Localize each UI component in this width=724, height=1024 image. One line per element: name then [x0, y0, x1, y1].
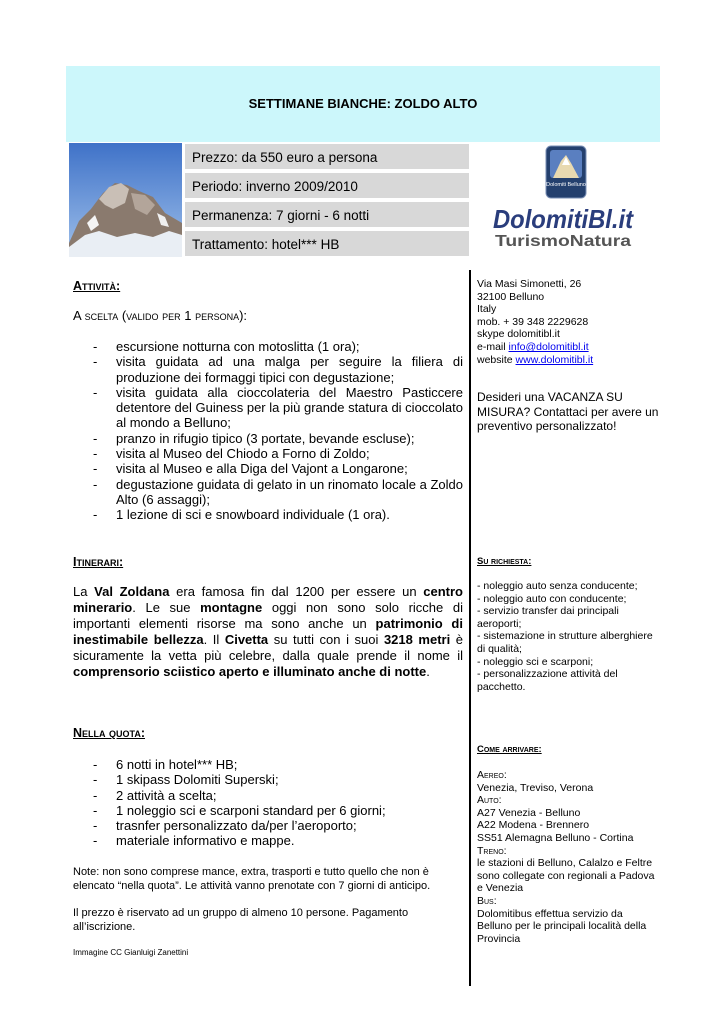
contact-mobile: mob. + 39 348 2229628: [477, 315, 589, 328]
list-item: - personalizzazione attività del pacchetto.: [477, 668, 618, 693]
aereo-label: Aereo:: [477, 769, 507, 781]
attivita-heading: Attività:: [73, 279, 121, 293]
come-arrivare-heading: Come arrivare:: [477, 744, 542, 755]
bus-text: Dolomitibus effettua servizio da Belluno per le principali località della Provincia: [477, 907, 647, 945]
list-item: - trasnfer personalizzato da/per l’aeroporto;: [73, 818, 463, 833]
auto-label: Auto:: [477, 794, 502, 807]
highlight-text: Civetta: [224, 632, 269, 647]
list-item: - visita guidata ad una malga per seguire la filiera di produzione dei formaggi tipici con degustazione;: [73, 354, 463, 385]
text-run: La: [73, 584, 95, 599]
image-credit: Immagine CC Gianluigi Zanettini: [73, 948, 189, 957]
list-item: - 1 skipass Dolomiti Superski;: [73, 772, 463, 787]
website-label: website: [477, 353, 516, 366]
text-run: è sicuramente la vetta più celebre, dalla quale prende il nome il: [73, 632, 464, 663]
list-item: - servizio transfer dai principali aeroporti;: [477, 605, 619, 630]
treno-text: le stazioni di Belluno, Calalzo e Feltre sono collegate con regionali a Padova e Venezia: [477, 857, 655, 895]
treno-label: Treno:: [477, 844, 507, 857]
contact-block: [477, 278, 677, 366]
highlight-text: Val Zoldana: [94, 584, 170, 599]
contact-city: 32100 Belluno: [477, 290, 545, 303]
list-item: - escursione notturna con motoslitta (1 ora);: [73, 339, 463, 354]
bus-label: Bus:: [477, 894, 497, 907]
list-item: - 6 notti in hotel*** HB;: [73, 757, 463, 772]
note-text: Note: non sono comprese mance, extra, trasporti e tutto quello che non è elencato “nella quota”. Le attività vanno prenotate con 7 giorni di anticipo.: [73, 866, 431, 892]
text-run: era famosa fin dal 1200 per essere un: [169, 584, 424, 599]
price-note-text: Il prezzo è riservato ad un gruppo di almeno 10 persone. Pagamento all’iscrizione.: [73, 907, 409, 933]
info-row-period: Periodo: inverno 2009/2010: [185, 173, 469, 200]
contact-address: Via Masi Simonetti, 26: [477, 278, 582, 290]
email-label: e-mail: [477, 340, 509, 353]
contact-email-line: [477, 341, 677, 354]
come-arrivare-block: [477, 769, 657, 945]
highlight-text: 3218 metri: [383, 632, 451, 647]
info-row-price: Prezzo: da 550 euro a persona: [185, 144, 469, 171]
list-item: - materiale informativo e mappe.: [73, 833, 463, 848]
list-item: - pranzo in rifugio tipico (3 portate, bevande escluse);: [73, 431, 463, 446]
promo-text: Desideri una VACANZA SU MISURA? Contattaci per avere un preventivo personalizzato!: [477, 390, 659, 433]
text-run: .: [426, 664, 430, 679]
list-item: - noleggio auto senza conducente;: [477, 580, 638, 592]
list-item: - visita al Museo e alla Diga del Vajont a Longarone;: [73, 461, 463, 476]
highlight-text: centro minerario: [73, 584, 463, 615]
contact-website-line: [477, 354, 677, 367]
list-item: - visita al Museo del Chiodo a Forno di Zoldo;: [73, 446, 463, 461]
itinerari-heading: Itinerari:: [73, 555, 124, 569]
info-row-treatment: Trattamento: hotel*** HB: [185, 231, 469, 258]
itinerari-paragraph: [73, 584, 463, 680]
auto-route: A27 Venezia - Belluno: [477, 806, 581, 819]
nella-quota-heading: Nella quota:: [73, 726, 145, 740]
dolomitibl-logo: [491, 200, 636, 254]
dolomiti-belluno-badge: [545, 145, 587, 199]
auto-route: SS51 Alemagna Belluno - Cortina: [477, 831, 634, 844]
brand-sub: TurismoNatura: [495, 233, 632, 250]
list-item: - 1 noleggio sci e scarponi standard per 6 giorni;: [73, 803, 463, 818]
website-link[interactable]: www.dolomitibl.it: [515, 353, 594, 366]
list-item: - 1 lezione di sci e snowboard individuale (1 ora).: [73, 507, 463, 522]
attivita-subheading: A scelta (valido per 1 persona):: [73, 308, 248, 323]
page-title: SETTIMANE BIANCHE: ZOLDO ALTO: [248, 96, 478, 111]
nella-quota-list: [73, 757, 463, 849]
brand-text: DolomitiBl.it: [493, 204, 635, 234]
auto-route: A22 Modena - Brennero: [477, 819, 590, 832]
su-richiesta-heading: Su richiesta:: [477, 556, 532, 567]
highlight-text: montagne: [200, 600, 263, 615]
email-link[interactable]: info@dolomitibl.it: [508, 340, 589, 353]
badge-text-1: Dolomiti Belluno: [546, 182, 586, 188]
list-item: - sistemazione in strutture alberghiere di qualità;: [477, 630, 653, 655]
list-item: - noleggio auto con conducente;: [477, 592, 627, 605]
highlight-text: comprensorio sciistico aperto e illuminato anche di notte: [73, 664, 427, 679]
info-row-duration: Permanenza: 7 giorni - 6 notti: [185, 202, 469, 229]
list-item: - visita guidata alla cioccolateria del Maestro Pasticcere detentore del Guiness per la più grande statura di cioccolato al mondo a Belluno;: [73, 385, 463, 431]
contact-country: Italy: [477, 303, 497, 316]
text-run: . Il: [203, 632, 225, 647]
list-item: - noleggio sci e scarponi;: [477, 655, 594, 668]
mountain-photo: [69, 143, 182, 257]
su-richiesta-list: [477, 580, 657, 693]
text-run: oggi non sono solo ricche di importanti elementi risorse ma sono anche un: [73, 600, 463, 631]
text-run: su tutti con i suoi: [268, 632, 384, 647]
list-item: - degustazione guidata di gelato in un rinomato locale a Zoldo Alto (6 assaggi);: [73, 477, 463, 508]
highlight-text: patrimonio di inestimabile bellezza: [73, 616, 463, 647]
text-run: . Le sue: [132, 600, 201, 615]
aereo-text: Venezia, Treviso, Verona: [477, 781, 594, 794]
column-divider: [469, 270, 471, 986]
contact-skype: skype dolomitibl.it: [477, 328, 560, 341]
list-item: - 2 attività a scelta;: [73, 788, 463, 803]
attivita-list: [73, 339, 463, 523]
